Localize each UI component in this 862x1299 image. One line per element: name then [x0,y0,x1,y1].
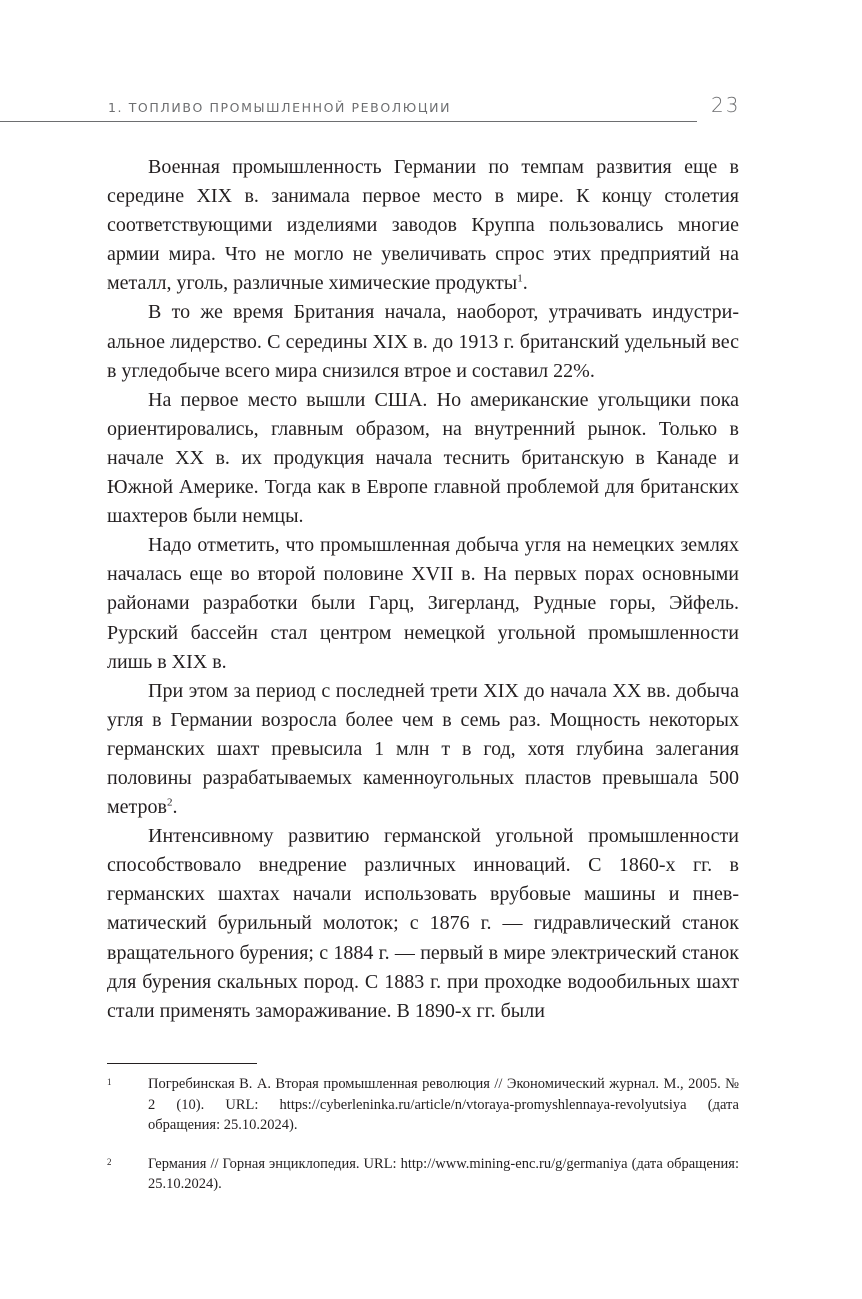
footnote-ref[interactable]: 1 [517,272,523,285]
footnote-text: Германия // Горная энциклопедия. URL: http://www.mining-enc.ru/g/germaniya (дата обращения: 25.10.2024). [148,1155,739,1192]
body-text [107,153,739,1026]
chapter-title: 1. ТОПЛИВО ПРОМЫШЛЕННОЙ РЕВОЛЮЦИИ [108,100,452,115]
paragraph: Интенсивному развитию германской угольной промышленности способствовало внедрение различных инноваций. С 1860-х гг. в германских шахтах начали использовать врубовые машины и пневматический бурильный молоток; с 1876 г. — гидравлический станок вращательного бурения; с 1884 г. — первый в мире электрический станок для бурения скальных пород. С 1883 г. при проходке водообильных шахт стали применять замораживание. В 1890-х гг. были [107,825,739,1022]
paragraph: На первое место вышли США. Но американские угольщики пока ориентировались, главным образом, на внутренний рынок. Только в начале XX в. их продукция начала теснить британскую в Канаде и Южной Америке. Тогда как в Европе главной проблемой для британских шахтеров были немцы. [107,388,739,528]
footnotes [107,1074,739,1213]
paragraph: При этом за период с последней трети XIX до начала XX вв. добыча угля в Германии возросла более чем в семь раз. Мощность некоторых германских шахт превысила 1 млн т в год, хотя глубина залегания половины разрабатываемых каменноугольных пластов превышала 500 метров$^2$. [107,679,739,819]
paragraph: Надо отметить, что промышленная добыча угля на немецких землях началась еще во второй половине XVII в. На первых порах основными районами разработки были Гарц, Зигерланд, Рудные горы, Эйфель. Рурский бассейн стал центром немецкой угольной промышленности лишь в XIX в. [107,534,739,673]
running-header [0,93,862,123]
footnote-number: 1 [107,1077,112,1087]
footnote-rule [107,1063,257,1064]
footnote-number: 2 [107,1156,112,1167]
header-rule [0,121,697,122]
footnote-text: Погребинская В. А. Вторая промышленная революция // Экономический журнал. М., 2005. № 2 (10). URL: https://cyberleninka.ru/article/n/vtoraya-promyshlennaya-revolyutsiya (дата обращения: 25.10.2024). [148,1076,739,1133]
footnote-ref[interactable]: 2 [166,796,173,809]
paragraph: Военная промышленность Германии по темпам развития еще в середине XIX в. занимала первое место в мире. К концу столетия соответствующими изделиями заводов Круппа пользовались многие армии мира. Что не могло не увеличивать спрос этих предприятий на металл, уголь, различные химические продукты$^1$. [107,156,739,295]
footnote [107,1154,739,1195]
footnote [107,1074,739,1136]
paragraph: В то же время Британия начала, наоборот, утрачивать индустриальное лидерство. С середины XIX в. до 1913 г. британский удельный вес в угледобыче всего мира снизился втрое и составил 22%. [107,301,739,382]
page-number: 23 [711,93,741,117]
